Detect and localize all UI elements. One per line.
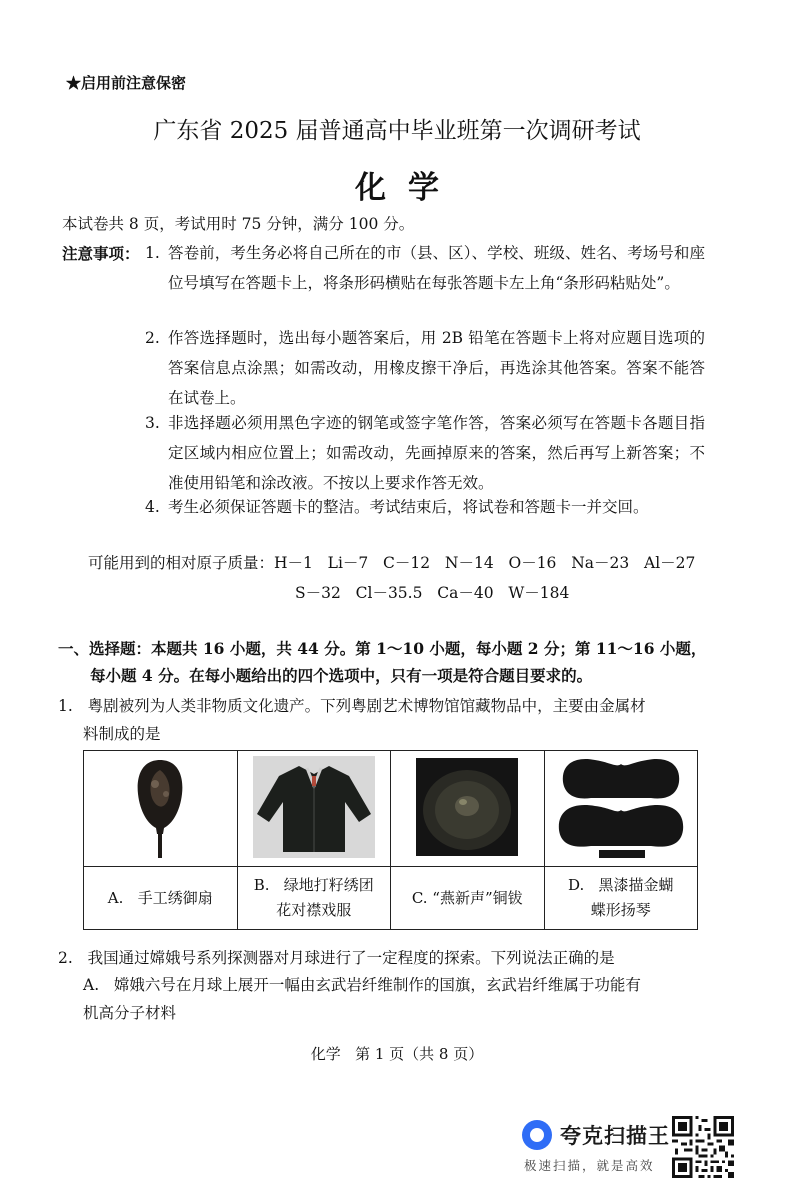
- option-label: B. 绿地打籽绣团: [253, 876, 374, 894]
- scanner-slogan: 极速扫描，就是高效: [524, 1158, 655, 1173]
- question-2-option-a-cont: 机高分子材料: [83, 1004, 177, 1022]
- note-item-2: [145, 323, 705, 413]
- note-number: 1.: [145, 244, 160, 262]
- note-item-1: [145, 238, 705, 328]
- scanner-logo-icon: [522, 1120, 552, 1150]
- exam-info: 本试卷共 8 页，考试用时 75 分钟，满分 100 分。: [62, 215, 415, 233]
- scanner-app-name: 夸克扫描王: [560, 1124, 670, 1148]
- atomic-mass-line-2: S－32 Cl－35.5 Ca－40 W－184: [295, 584, 570, 602]
- note-text: 作答选择题时，选出每小题答案后，用 2B 铅笔在答题卡上将对应题目选项的答案信息点涂黑；如需改动，用橡皮擦干净后，再选涂其他答案。答案不能答在试卷上。: [168, 329, 705, 407]
- note-text: 非选择题必须用黑色字迹的钢笔或签字笔作答，答案必须写在答题卡各题目指定区域内相应位置上；如需改动，先画掉原来的答案，然后再写上新答案；不准使用铅笔和涂改液。不按以上要求作答无效。: [168, 414, 705, 492]
- qr-code-icon: [672, 1116, 734, 1178]
- option-d: [544, 867, 698, 930]
- confidential-mark: ★启用前注意保密: [66, 74, 187, 92]
- note-item-4: [145, 492, 705, 522]
- subject-title: 化学: [355, 170, 461, 206]
- option-a-image-cell: [84, 751, 238, 867]
- option-a: [84, 867, 238, 930]
- option-label: A. 手工绣御扇: [107, 888, 213, 907]
- question-2-option-a: A. 嫦娥六号在月球上展开一幅由玄武岩纤维制作的国旗，玄武岩纤维属于功能有: [83, 976, 641, 994]
- atomic-mass-line-1: 可能用到的相对原子质量：H－1 Li－7 C－12 N－14 O－16 Na－23 Al－27: [88, 554, 696, 572]
- option-c: [391, 867, 545, 930]
- option-label: D. 黑漆描金蝴: [567, 876, 674, 894]
- question-1-stem: 1. 粤剧被列为人类非物质文化遗产。下列粤剧艺术博物馆馆藏物品中，主要由金属材: [58, 697, 646, 715]
- exam-title: 广东省 2025 届普通高中毕业班第一次调研考试: [153, 118, 641, 144]
- scanner-watermark: [522, 1116, 794, 1186]
- embroidered-fan-image: [130, 754, 190, 859]
- option-label-cont: 蝶形扬琴: [590, 901, 651, 919]
- note-number: 3.: [145, 414, 160, 432]
- question-1-stem-cont: 料制成的是: [83, 725, 161, 743]
- page-footer: 化学 第 1 页（共 8 页）: [310, 1045, 484, 1063]
- opera-costume-image: [253, 756, 375, 858]
- note-text: 答卷前，考生务必将自己所在的市（县、区）、学校、班级、姓名、考场号和座位号填写在答题卡上，将条形码横贴在每张答题卡左上角“条形码粘贴处”。: [168, 244, 705, 292]
- note-number: 2.: [145, 329, 160, 347]
- question-2-stem: 2. 我国通过嫦娥号系列探测器对月球进行了一定程度的探索。下列说法正确的是: [58, 949, 615, 967]
- notes-label: 注意事项：: [62, 244, 140, 263]
- section-heading-cont: 每小题 4 分。在每小题给出的四个选项中，只有一项是符合题目要求的。: [90, 666, 593, 685]
- option-label-cont: 花对襟戏服: [276, 901, 352, 919]
- option-c-image-cell: [391, 751, 545, 867]
- note-item-3: [145, 408, 705, 498]
- note-text: 考生必须保证答题卡的整洁。考试结束后，将试卷和答题卡一并交回。: [168, 498, 649, 516]
- note-number: 4.: [145, 498, 160, 516]
- option-label: C. “燕新声”铜钹: [411, 888, 523, 907]
- option-d-image-cell: [544, 751, 698, 867]
- copper-cymbal-image: [416, 758, 518, 856]
- section-heading: 一、选择题：本题共 16 小题，共 44 分。第 1～10 小题，每小题 2 分；第 11～16 小题，: [58, 639, 707, 658]
- option-b-image-cell: [237, 751, 391, 867]
- option-b: [237, 867, 391, 930]
- question-1-options-table: [83, 750, 698, 930]
- butterfly-dulcimer-image: [555, 752, 687, 862]
